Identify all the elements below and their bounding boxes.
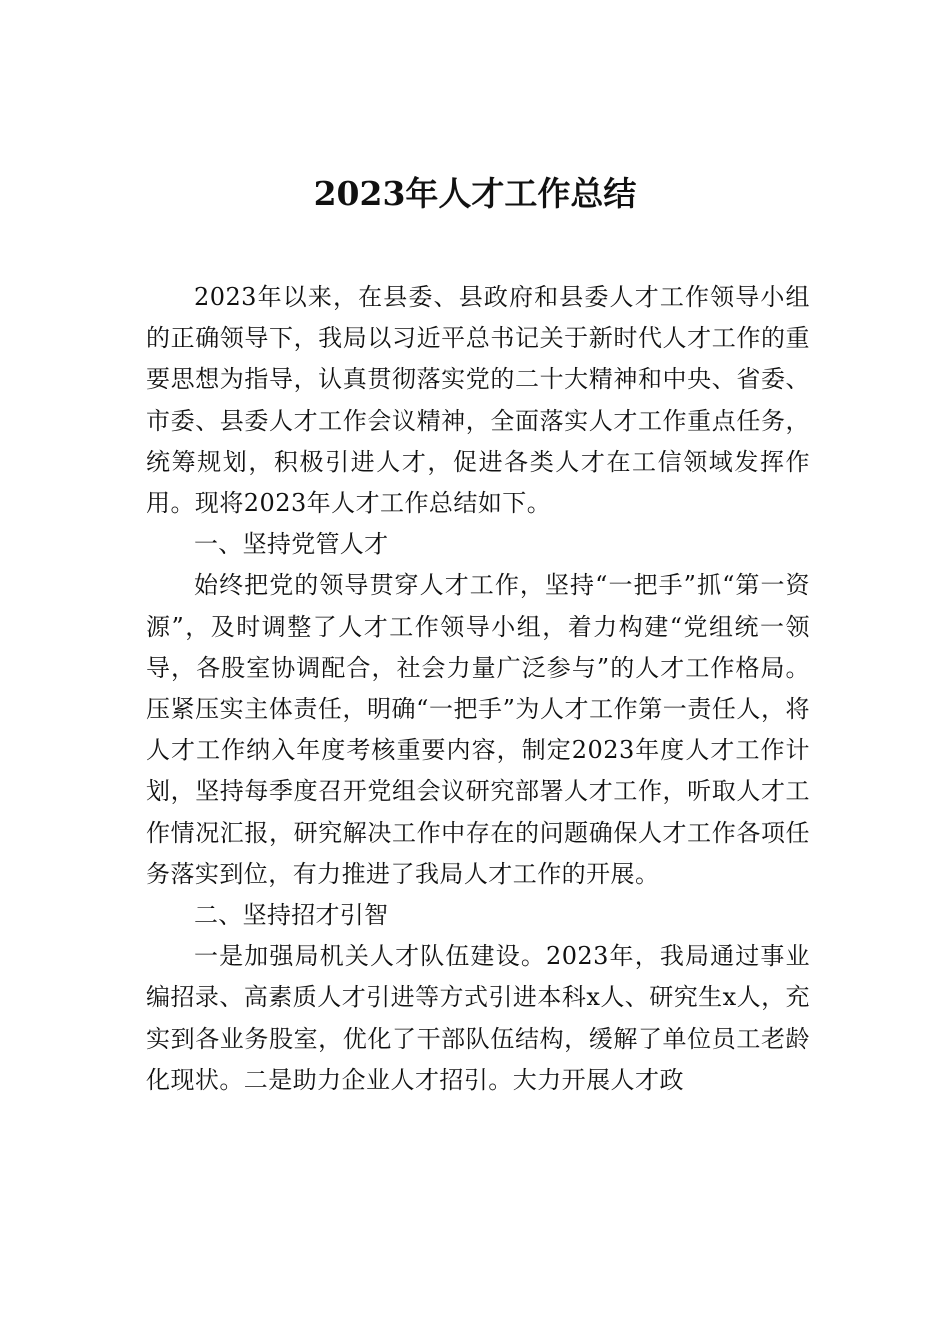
section-heading-2: 二、坚持招才引智	[194, 901, 389, 930]
document-title: 2023年人才工作总结	[313, 174, 637, 213]
section-paragraph-2: 一是加强局机关人才队伍建设。2023年，我局通过事业编招录、高素质人才引进等方式引进本科x人、研究生x人，充实到各业务股室，优化了干部队伍结构，缓解了单位员工老龄化现状。二是助力企业人才招引。大力开展人才政	[146, 942, 810, 1094]
document-body	[146, 277, 810, 1101]
section-paragraph-1: 始终把党的领导贯穿人才工作，坚持“一把手”抓“第一资源”，及时调整了人才工作领导小组，着力构建“党组统一领导，各股室协调配合，社会力量广泛参与”的人才工作格局。压紧压实主体责任，明确“一把手”为人才工作第一责任人，将人才工作纳入年度考核重要内容，制定2023年度人才工作计划，坚持每季度召开党组会议研究部署人才工作，听取人才工作情况汇报，研究解决工作中存在的问题确保人才工作各项任务落实到位，有力推进了我局人才工作的开展。	[146, 571, 810, 888]
section-heading-1: 一、坚持党管人才	[194, 530, 389, 559]
intro-paragraph: 2023年以来，在县委、县政府和县委人才工作领导小组的正确领导下，我局以习近平总书记关于新时代人才工作的重要思想为指导，认真贯彻落实党的二十大精神和中央、省委、市委、县委人才工作会议精神，全面落实人才工作重点任务，统筹规划，积极引进人才，促进各类人才在工信领域发挥作用。现将2023年人才工作总结如下。	[146, 283, 810, 518]
